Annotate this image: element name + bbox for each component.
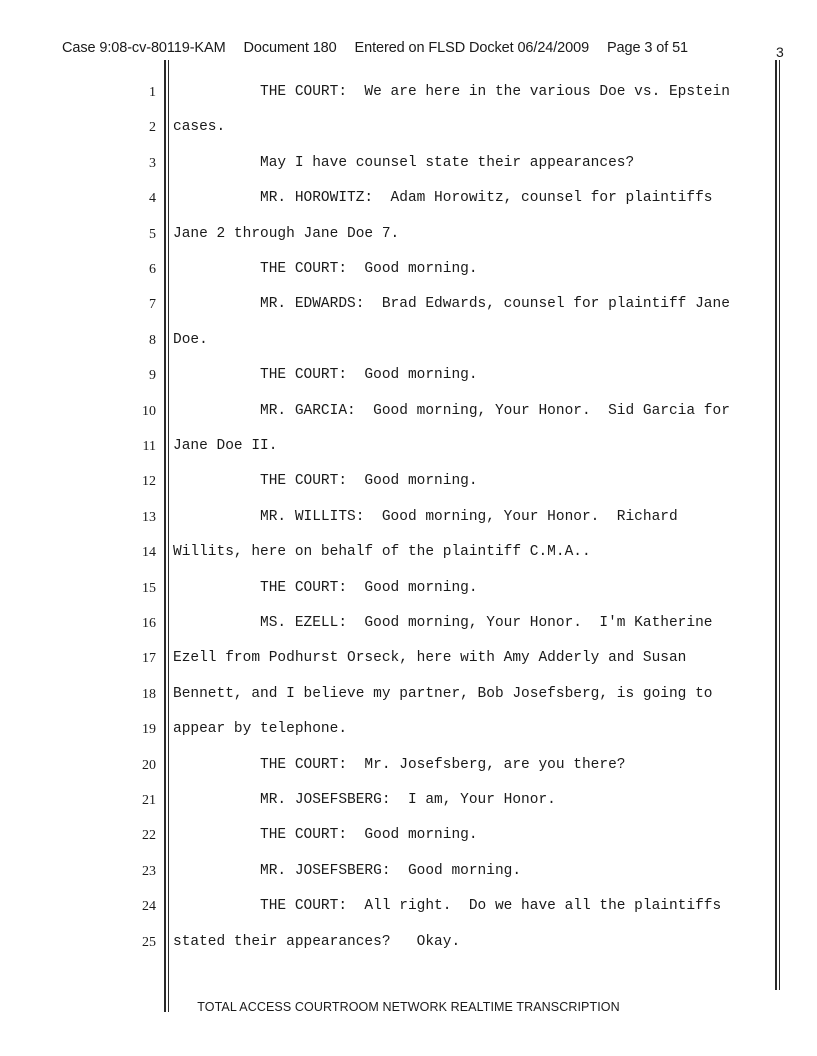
docket-header [62, 40, 688, 56]
transcript-line: MR. WILLITS: Good morning, Your Honor. Richard [173, 509, 678, 525]
line-number: 9 [149, 368, 156, 383]
left-margin-rule-inner [168, 60, 170, 1012]
line-number: 17 [142, 651, 156, 666]
line-number: 6 [149, 262, 156, 277]
transcript-line: Bennett, and I believe my partner, Bob Josefsberg, is going to [173, 686, 713, 702]
line-number: 19 [142, 722, 156, 737]
line-number: 14 [142, 545, 156, 560]
line-number: 10 [142, 404, 156, 419]
transcript-line: MR. JOSEFSBERG: I am, Your Honor. [173, 792, 556, 808]
transcript-line: THE COURT: Good morning. [173, 261, 478, 277]
transcript-line: THE COURT: Good morning. [173, 473, 478, 489]
left-margin-rule-outer [164, 60, 166, 1012]
transcript-line: THE COURT: Good morning. [173, 367, 478, 383]
line-number: 24 [142, 899, 156, 914]
line-number: 15 [142, 581, 156, 596]
reporter-footer: TOTAL ACCESS COURTROOM NETWORK REALTIME TRANSCRIPTION [197, 1000, 620, 1014]
transcript-line: appear by telephone. [173, 721, 348, 737]
transcript-line: THE COURT: Good morning. [173, 827, 478, 843]
line-number: 16 [142, 616, 156, 631]
line-number: 22 [142, 828, 156, 843]
page-indicator: Page 3 of 51 [606, 40, 689, 56]
transcript-line: MR. EDWARDS: Brad Edwards, counsel for plaintiff Jane [173, 296, 730, 312]
docket-entry-date: Entered on FLSD Docket 06/24/2009 [354, 40, 590, 56]
document-number: Document 180 [243, 40, 337, 56]
line-number: 2 [149, 120, 156, 135]
line-number: 7 [149, 297, 156, 312]
line-number: 20 [142, 758, 156, 773]
transcript-line: MR. HOROWITZ: Adam Horowitz, counsel for plaintiffs [173, 190, 713, 206]
right-margin-rule-inner [779, 60, 781, 990]
transcript-line: THE COURT: Good morning. [173, 580, 478, 596]
transcript-line: Jane 2 through Jane Doe 7. [173, 226, 400, 242]
line-number: 25 [142, 935, 156, 950]
transcript-line: THE COURT: We are here in the various Doe vs. Epstein [173, 84, 730, 100]
transcript-line: Jane Doe II. [173, 438, 278, 454]
case-number: Case 9:08-cv-80119-KAM [62, 40, 226, 56]
line-number: 23 [142, 864, 156, 879]
line-number: 4 [149, 191, 156, 206]
line-number: 1 [149, 85, 156, 100]
line-number: 13 [142, 510, 156, 525]
transcript-line: May I have counsel state their appearances? [173, 155, 635, 171]
transcript-page-number: 3 [776, 44, 784, 60]
transcript-line: cases. [173, 119, 226, 135]
line-number: 11 [142, 439, 156, 454]
transcript-line: stated their appearances? Okay. [173, 934, 461, 950]
line-number: 12 [142, 474, 156, 489]
right-margin-rule-outer [775, 60, 777, 990]
transcript-line: THE COURT: All right. Do we have all the plaintiffs [173, 898, 722, 914]
line-number: 5 [149, 227, 156, 242]
line-number: 21 [142, 793, 156, 808]
transcript-line: THE COURT: Mr. Josefsberg, are you there? [173, 757, 626, 773]
transcript-line: MR. GARCIA: Good morning, Your Honor. Sid Garcia for [173, 403, 730, 419]
transcript-line: MR. JOSEFSBERG: Good morning. [173, 863, 522, 879]
line-number: 3 [149, 156, 156, 171]
line-number: 18 [142, 687, 156, 702]
transcript-line: MS. EZELL: Good morning, Your Honor. I'm Katherine [173, 615, 713, 631]
line-number: 8 [149, 333, 156, 348]
transcript-line: Willits, here on behalf of the plaintiff C.M.A.. [173, 544, 591, 560]
transcript-line: Ezell from Podhurst Orseck, here with Amy Adderly and Susan [173, 650, 687, 666]
transcript-line: Doe. [173, 332, 208, 348]
